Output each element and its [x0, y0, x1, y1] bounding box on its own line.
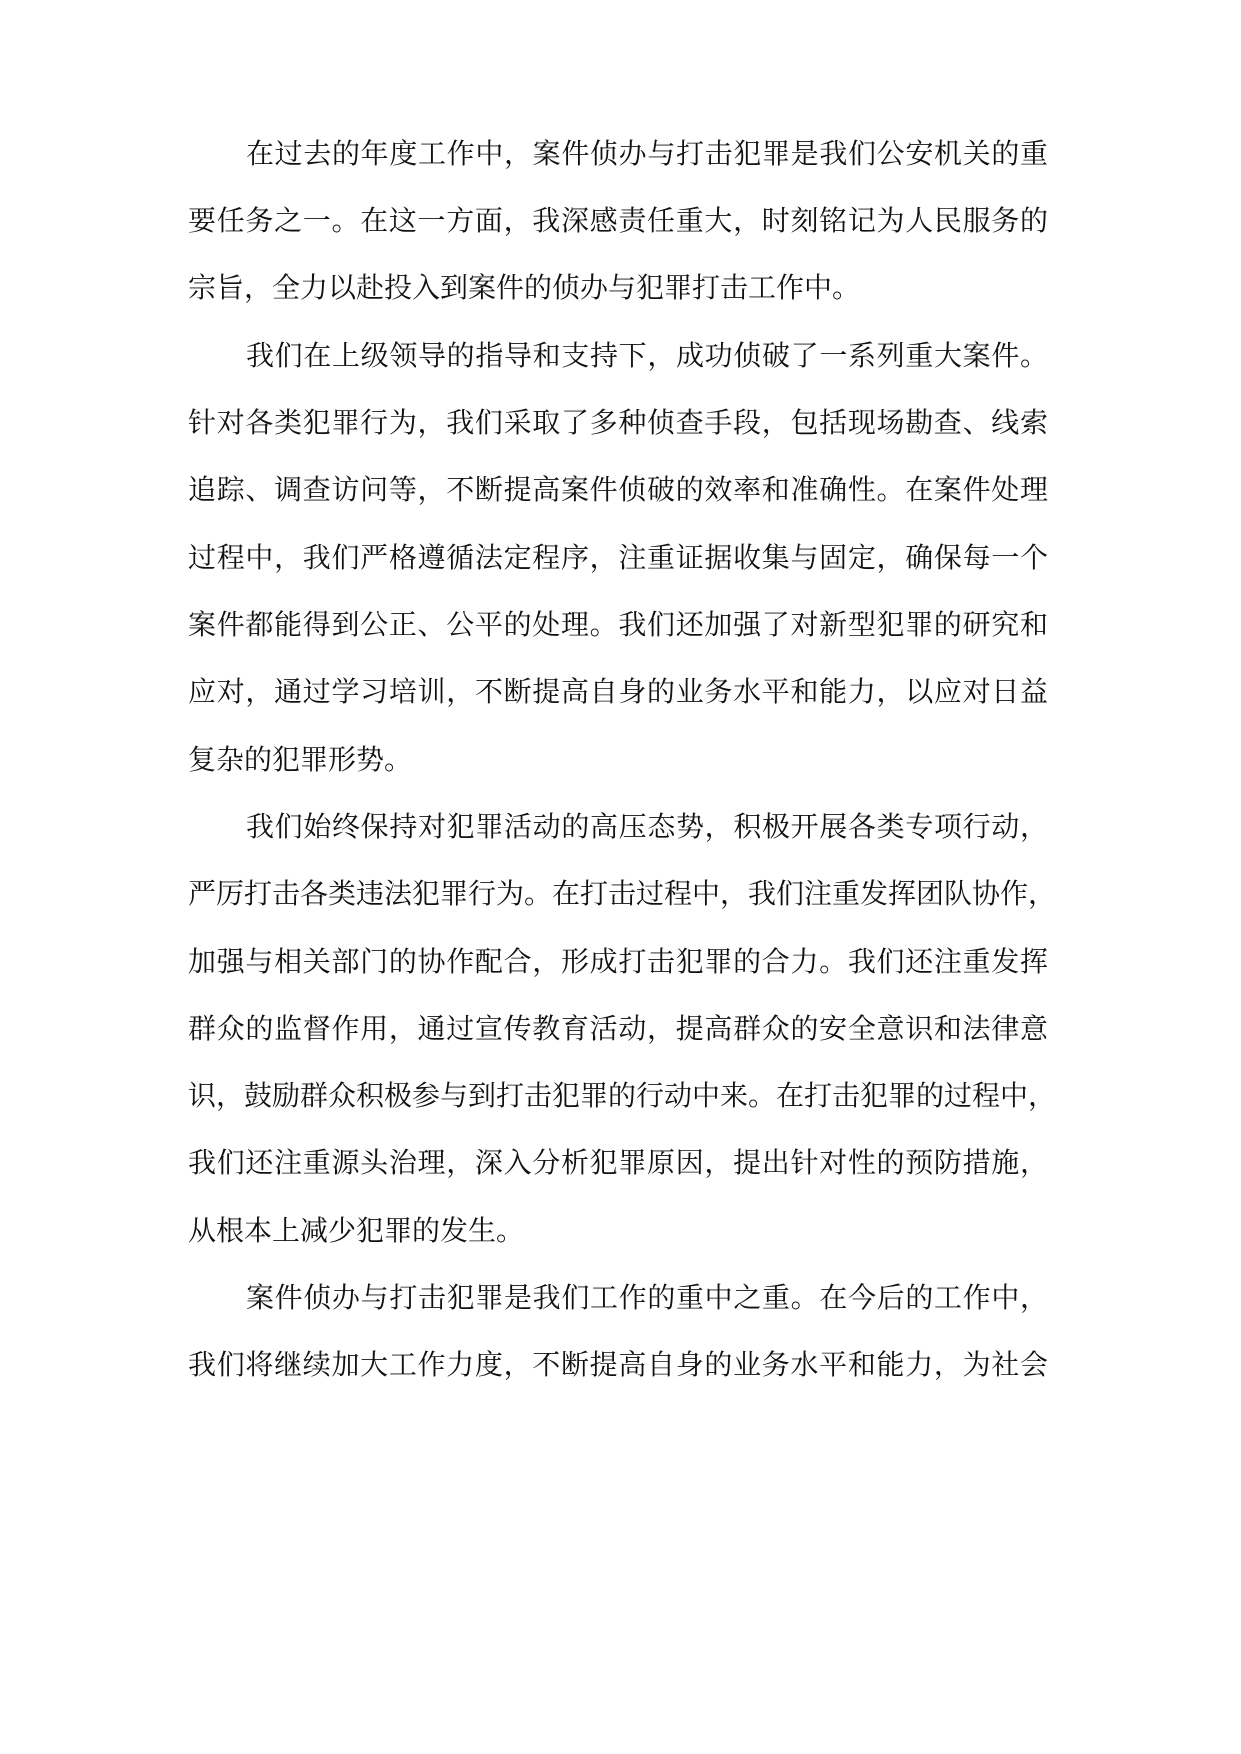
- paragraph-1-line-3: 宗旨，全力以赴投入到案件的侦办与犯罪打击工作中。: [188, 271, 861, 304]
- paragraph-3-line-5: 识，鼓励群众积极参与到打击犯罪的行动中来。在打击犯罪的过程中，: [188, 1079, 1057, 1112]
- paragraph-2-line-4: 过程中，我们严格遵循法定程序，注重证据收集与固定，确保每一个: [188, 541, 1048, 574]
- paragraph-1-line-2: 要任务之一。在这一方面，我深感责任重大，时刻铭记为人民服务的: [188, 204, 1048, 237]
- paragraph-2-line-7: 复杂的犯罪形势。: [188, 743, 413, 776]
- paragraph-2-line-1: 我们在上级领导的指导和支持下，成功侦破了一系列重大案件。: [246, 339, 1048, 372]
- paragraph-2-line-3: 追踪、调查访问等，不断提高案件侦破的效率和准确性。在案件处理: [188, 473, 1048, 506]
- paragraph-3-line-3: 加强与相关部门的协作配合，形成打击犯罪的合力。我们还注重发挥: [188, 945, 1048, 978]
- paragraph-3-line-1: 我们始终保持对犯罪活动的高压态势，积极开展各类专项行动，: [246, 810, 1048, 843]
- paragraph-2-line-5: 案件都能得到公正、公平的处理。我们还加强了对新型犯罪的研究和: [188, 608, 1048, 641]
- paragraph-2-line-6: 应对，通过学习培训，不断提高自身的业务水平和能力，以应对日益: [188, 675, 1048, 708]
- paragraph-3-line-7: 从根本上减少犯罪的发生。: [188, 1214, 525, 1247]
- paragraph-4-line-1: 案件侦办与打击犯罪是我们工作的重中之重。在今后的工作中，: [246, 1281, 1048, 1314]
- paragraph-4-line-2: 我们将继续加大工作力度，不断提高自身的业务水平和能力，为社会: [188, 1348, 1048, 1381]
- paragraph-3-line-6: 我们还注重源头治理，深入分析犯罪原因，提出针对性的预防措施，: [188, 1146, 1048, 1179]
- paragraph-3-line-4: 群众的监督作用，通过宣传教育活动，提高群众的安全意识和法律意: [188, 1012, 1048, 1045]
- paragraph-2-line-2: 针对各类犯罪行为，我们采取了多种侦查手段，包括现场勘查、线索: [188, 406, 1048, 439]
- paragraph-1-line-1: 在过去的年度工作中，案件侦办与打击犯罪是我们公安机关的重: [246, 137, 1048, 170]
- paragraph-3-line-2: 严厉打击各类违法犯罪行为。在打击过程中，我们注重发挥团队协作，: [188, 877, 1057, 910]
